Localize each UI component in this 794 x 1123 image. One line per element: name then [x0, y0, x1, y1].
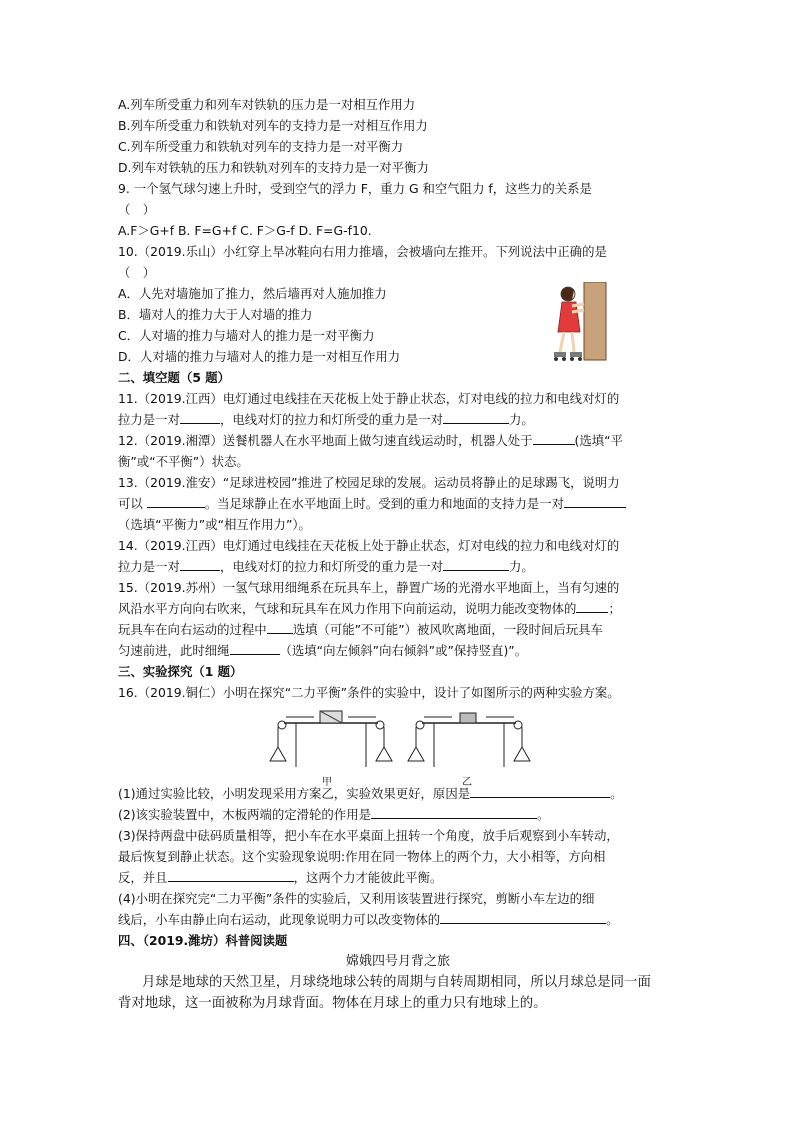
document-page — [118, 94, 678, 1014]
q10-paren: （ ） — [118, 265, 156, 280]
article-paragraph-1: 月球是地球的天然卫星，月球绕地球公转的周期与自转周期相同，所以月球总是同一面 — [142, 975, 651, 990]
q16-apparatus-figure — [118, 705, 678, 788]
q16-part-2 — [118, 804, 678, 825]
q15-line-2 — [118, 598, 678, 619]
q10-option-d: D．人对墙的推力与墙对人的推力是一对相互作用力 — [118, 349, 401, 364]
section-2-heading: 二、填空题（5 题） — [118, 370, 231, 385]
q10-option-b: B．墙对人的推力大于人对墙的推力 — [118, 307, 313, 322]
section-4-heading: 四、（2019.潍坊）科普阅读题 — [118, 933, 288, 948]
q11-text-3: 力。 — [508, 412, 534, 427]
q16-p3c-text-1: 反，并且 — [118, 870, 168, 885]
q8-option-c: C.列车所受重力和铁轨对列车的支持力是一对平衡力 — [118, 139, 404, 154]
q16-p2-end: 。 — [536, 807, 550, 822]
q16-p4b-end: 。 — [606, 912, 619, 927]
q15-text-5: 匀速前进，此时细绳 — [118, 643, 230, 658]
q12-line-1 — [118, 430, 678, 451]
q11-line-2 — [118, 409, 678, 430]
q11-line-1: 11.（2019.江西）电灯通过电线挂在天花板上处于静止状态，灯对电线的拉力和电线对灯的 — [118, 391, 620, 406]
q14-line-2 — [118, 556, 678, 577]
section-3-heading: 三、实验探究（1 题） — [118, 664, 243, 679]
q8-option-a: A.列车所受重力和列车对铁轨的压力是一对相互作用力 — [118, 97, 416, 112]
q11-blank-2[interactable] — [443, 409, 509, 424]
q16-blank-1[interactable] — [470, 783, 610, 798]
q15-line-1: 15.（2019.苏州）一氢气球用细绳系在玩具车上，静置广场的光滑水平地面上，当有匀速的 — [118, 580, 620, 595]
q13-blank-2[interactable] — [564, 493, 626, 508]
article-paragraph-2: 背对地球，这一面被称为月球背面。物体在月球上的重力只有地球上的。 — [118, 996, 547, 1011]
q13-blank-1[interactable] — [147, 493, 205, 508]
q12-text-1: 12.（2019.湘潭）送餐机器人在水平地面上做匀速直线运动时，机器人处于 — [118, 433, 533, 448]
q14-text-2: ，电线对灯的拉力和灯所受的重力是一对 — [219, 559, 443, 574]
q14-text-1: 拉力是一对 — [118, 559, 180, 574]
q15-line-3 — [118, 619, 678, 640]
q8-option-b: B.列车所受重力和铁轨对列车的支持力是一对相互作用力 — [118, 118, 428, 133]
q11-text-2: ，电线对灯的拉力和灯所受的重力是一对 — [219, 412, 443, 427]
q16-p1-text: (1)通过实验比较，小明发现采用方案乙，实验效果更好，原因是 — [118, 786, 471, 801]
q12-line-2: 衡”或“不平衡”）状态。 — [118, 454, 249, 469]
q11-blank-1[interactable] — [180, 409, 220, 424]
q13-text-2: 。当足球静止在水平地面上时。受到的重力和地面的支持力是一对 — [204, 496, 565, 511]
q16-part-1 — [118, 783, 678, 804]
q14-text-3: 力。 — [508, 559, 534, 574]
girl-pushing-wall-illustration — [542, 282, 608, 364]
q15-text-3: 玩具车在向右运动的过程中 — [118, 622, 267, 637]
q13-line-1: 13.（2019.淮安）“足球进校园”推进了校园足球的发展。运动员将静止的足球踢飞，说明力 — [118, 475, 620, 490]
q10-option-c: C．人对墙的推力与墙对人的推力是一对平衡力 — [118, 328, 375, 343]
q16-intro: 16.（2019.铜仁）小明在探究“二力平衡”条件的实验中，设计了如图所示的两种实验方案。 — [118, 685, 620, 700]
fig-label-yi: 乙 — [462, 777, 472, 788]
q16-part-3c — [118, 867, 678, 888]
q16-blank-3[interactable] — [168, 867, 294, 882]
q15-blank-2[interactable] — [267, 619, 293, 634]
q16-blank-2[interactable] — [371, 804, 537, 819]
q13-line-2 — [118, 493, 678, 514]
q8-option-d: D.列车对铁轨的压力和铁轨对列车的支持力是一对平衡力 — [118, 160, 429, 175]
q9-stem: 9. 一个氢气球匀速上升时，受到空气的浮力 F，重力 G 和空气阻力 f，这些力的关系是 — [118, 181, 592, 196]
q12-blank[interactable] — [533, 430, 575, 445]
q15-blank-1[interactable] — [576, 598, 608, 613]
q16-p1-end: 。 — [610, 786, 623, 801]
apparatus-left-diagram — [266, 705, 396, 771]
q16-part-3b: 最后恢复到静止状态。这个实验现象说明:作用在同一物体上的两个力，大小相等，方向相 — [118, 849, 606, 864]
q10-stem: 10.（2019.乐山）小红穿上旱冰鞋向右用力推墙，会被墙向左推开。下列说法中正确的是 — [118, 244, 607, 259]
q15-text-2: ； — [608, 601, 621, 616]
q9-options: A.F＞G+f B. F=G+f C. F＞G-f D. F=G-f10. — [118, 223, 372, 238]
q13-text-1: 可以 — [118, 496, 147, 511]
q11-text-1: 拉力是一对 — [118, 412, 180, 427]
q14-blank-1[interactable] — [180, 556, 220, 571]
q15-text-6: （选填“向左倾斜”向右倾斜”或”保持竖直)”。 — [279, 643, 528, 658]
q16-p3c-text-2: ，这两个力才能彼此平衡。 — [293, 870, 443, 885]
q16-blank-4[interactable] — [440, 909, 606, 924]
q14-blank-2[interactable] — [443, 556, 509, 571]
q15-text-4: 选填（可能”不可能”）被风吹离地面，一段时间后玩具车 — [292, 622, 603, 637]
q16-part-3a: (3)保持两盘中砝码质量相等，把小车在水平桌面上扭转一个角度，放手后观察到小车转动， — [118, 828, 619, 843]
q10-option-a: A．人先对墙施加了推力，然后墙再对人施加推力 — [118, 286, 387, 301]
apparatus-right-diagram — [404, 705, 534, 771]
q9-paren: （ ） — [118, 202, 156, 217]
q16-part-4b — [118, 909, 678, 930]
article-title: 嫦娥四号月背之旅 — [345, 954, 450, 969]
q16-p4b-text: 线后，小车由静止向右运动，此现象说明力可以改变物体的 — [118, 912, 441, 927]
q13-line-3: （选填“平衡力”或“相互作用力”）。 — [118, 517, 311, 532]
q12-text-2: (选填“平 — [574, 433, 623, 448]
q15-line-4 — [118, 640, 678, 661]
fig-label-jia: 甲 — [322, 777, 332, 788]
q16-part-4a: (4)小明在探究完“二力平衡”条件的实验后，又利用该装置进行探究，剪断小车左边的细 — [118, 891, 595, 906]
q15-blank-3[interactable] — [230, 640, 280, 655]
q14-line-1: 14.（2019.江西）电灯通过电线挂在天花板上处于静止状态，灯对电线的拉力和电线对灯的 — [118, 538, 620, 553]
q15-text-1: 风沿水平方向向右吹来，气球和玩具车在风力作用下向前运动，说明力能改变物体的 — [118, 601, 577, 616]
q16-p2-text: (2)该实验装置中，木板两端的定滑轮的作用是 — [118, 807, 371, 822]
